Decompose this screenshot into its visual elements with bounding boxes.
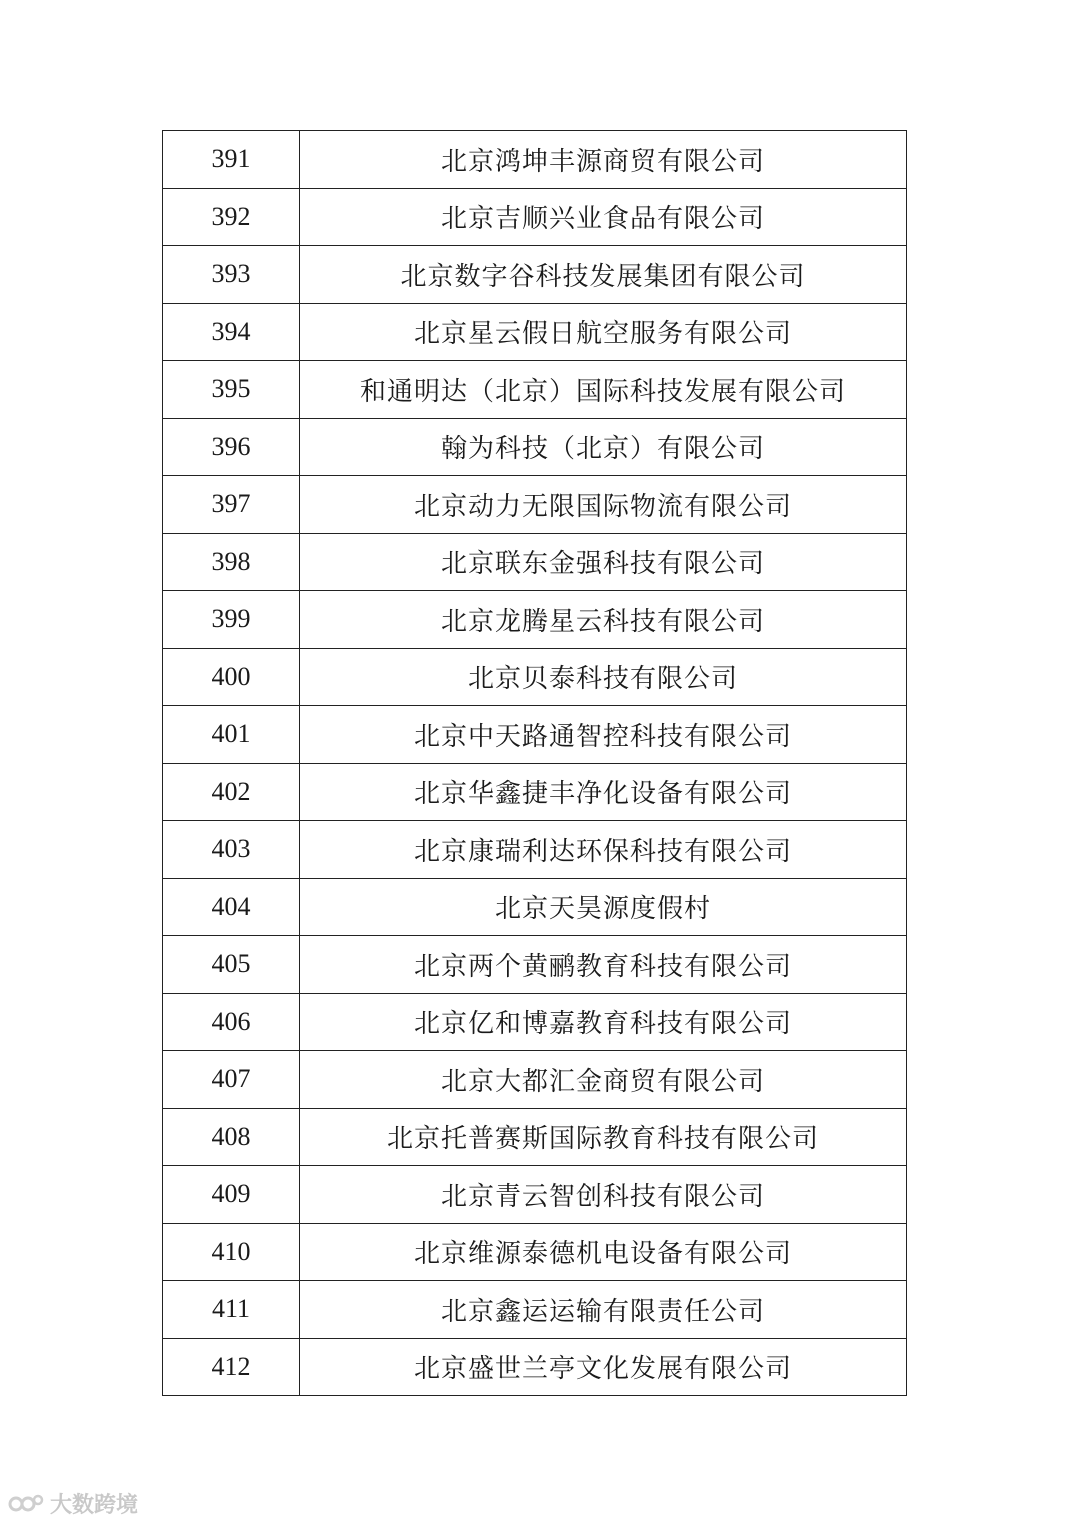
row-number: 401 (163, 706, 300, 764)
company-name: 北京维源泰德机电设备有限公司 (300, 1223, 907, 1281)
company-name: 北京吉顺兴业食品有限公司 (300, 188, 907, 246)
table-row (163, 418, 907, 476)
table-row (163, 246, 907, 304)
row-number: 411 (163, 1281, 300, 1339)
company-name: 北京龙腾星云科技有限公司 (300, 591, 907, 649)
row-number: 399 (163, 591, 300, 649)
row-number: 406 (163, 993, 300, 1051)
row-number: 412 (163, 1338, 300, 1396)
table-row (163, 706, 907, 764)
row-number: 394 (163, 303, 300, 361)
row-number: 405 (163, 936, 300, 994)
table-row (163, 763, 907, 821)
company-name: 北京动力无限国际物流有限公司 (300, 476, 907, 534)
table-row (163, 936, 907, 994)
company-name: 北京数字谷科技发展集团有限公司 (300, 246, 907, 304)
table-row (163, 591, 907, 649)
watermark (8, 1488, 138, 1519)
row-number: 408 (163, 1108, 300, 1166)
company-list-body (163, 131, 907, 1396)
company-name: 北京青云智创科技有限公司 (300, 1166, 907, 1224)
company-name: 北京鑫运运输有限责任公司 (300, 1281, 907, 1339)
company-name: 北京大都汇金商贸有限公司 (300, 1051, 907, 1109)
table-row (163, 648, 907, 706)
company-name: 北京天昊源度假村 (300, 878, 907, 936)
company-name: 北京星云假日航空服务有限公司 (300, 303, 907, 361)
company-name: 北京鸿坤丰源商贸有限公司 (300, 131, 907, 189)
row-number: 392 (163, 188, 300, 246)
row-number: 391 (163, 131, 300, 189)
watermark-text: 大数跨境 (50, 1493, 139, 1518)
company-name: 翰为科技（北京）有限公司 (300, 418, 907, 476)
company-name: 北京两个黄鹂教育科技有限公司 (300, 936, 907, 994)
row-number: 400 (163, 648, 300, 706)
company-name: 北京亿和博嘉教育科技有限公司 (300, 993, 907, 1051)
company-name: 和通明达（北京）国际科技发展有限公司 (300, 361, 907, 419)
table-row (163, 1166, 907, 1224)
company-name: 北京华鑫捷丰净化设备有限公司 (300, 763, 907, 821)
company-name: 北京康瑞利达环保科技有限公司 (300, 821, 907, 879)
table-row (163, 1281, 907, 1339)
row-number: 397 (163, 476, 300, 534)
company-name: 北京托普赛斯国际教育科技有限公司 (300, 1108, 907, 1166)
company-name: 北京盛世兰亭文化发展有限公司 (300, 1338, 907, 1396)
table-row (163, 131, 907, 189)
table-row (163, 476, 907, 534)
table-row (163, 361, 907, 419)
row-number: 396 (163, 418, 300, 476)
row-number: 402 (163, 763, 300, 821)
table-row (163, 533, 907, 591)
row-number: 393 (163, 246, 300, 304)
table-row (163, 993, 907, 1051)
row-number: 407 (163, 1051, 300, 1109)
table-row (163, 1223, 907, 1281)
row-number: 409 (163, 1166, 300, 1224)
company-name: 北京中天路通智控科技有限公司 (300, 706, 907, 764)
table-row (163, 1338, 907, 1396)
table-row (163, 303, 907, 361)
row-number: 403 (163, 821, 300, 879)
table-row (163, 878, 907, 936)
table-row (163, 821, 907, 879)
company-name: 北京贝泰科技有限公司 (300, 648, 907, 706)
company-name: 北京联东金强科技有限公司 (300, 533, 907, 591)
table-row (163, 188, 907, 246)
table-row (163, 1051, 907, 1109)
row-number: 395 (163, 361, 300, 419)
company-list-table (162, 130, 907, 1396)
row-number: 404 (163, 878, 300, 936)
row-number: 398 (163, 533, 300, 591)
logo-icon (8, 1491, 44, 1517)
table-row (163, 1108, 907, 1166)
row-number: 410 (163, 1223, 300, 1281)
